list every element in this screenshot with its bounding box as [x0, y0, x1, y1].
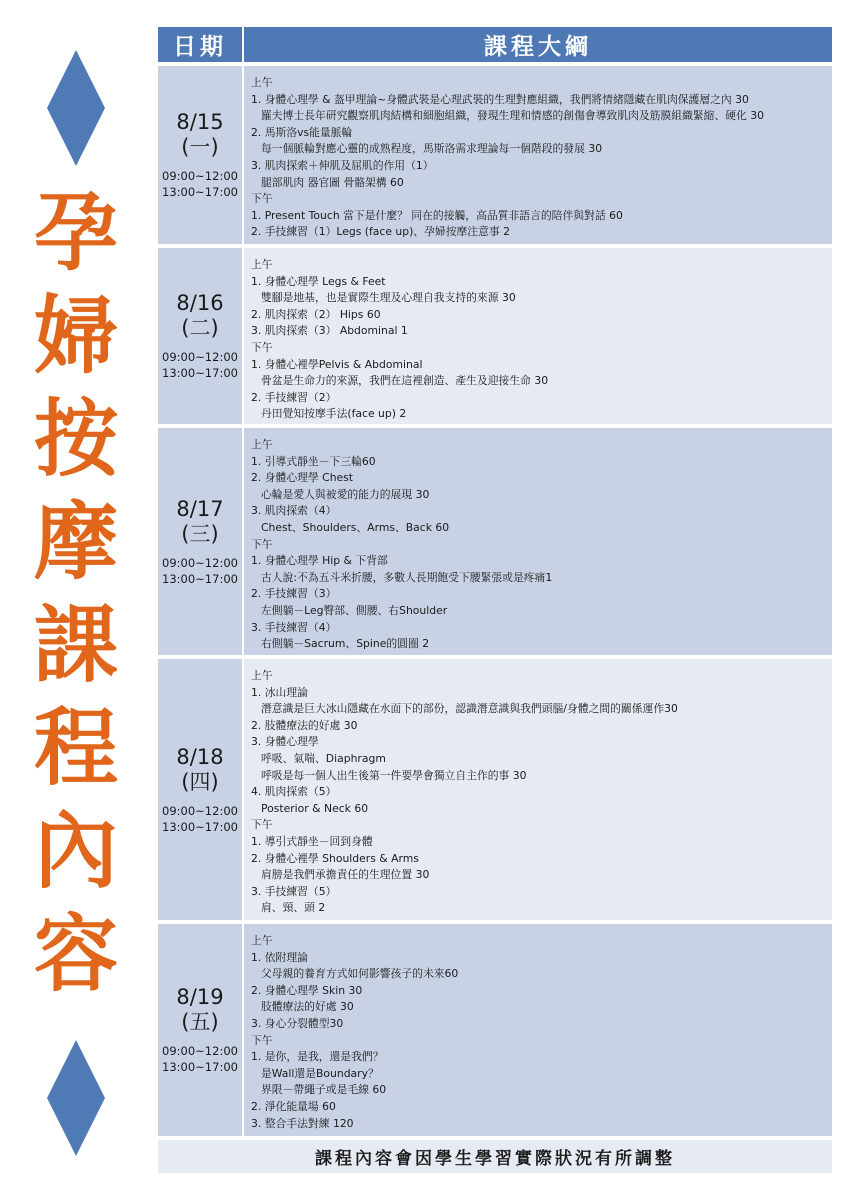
outline-line: 下午 — [251, 340, 273, 354]
time-morning: 09:00~12:00 — [162, 1044, 238, 1058]
outline-line: 下午 — [251, 537, 273, 551]
outline-line: 2. 肌肉探索（2） Hips 60 — [251, 307, 381, 321]
outline-line: 潛意識是巨大冰山隱藏在水面下的部份，認識潛意識與我們頭腦/身體之間的關係運作30 — [261, 702, 678, 716]
outline-line: 左側躺－Leg臀部、側腰、右Shoulder — [261, 603, 448, 617]
adjustment-note: 課程內容會因學生學習實際狀況有所調整 — [158, 1140, 832, 1173]
diamond-decoration-top — [47, 50, 105, 166]
date-label: 8/17 — [176, 496, 224, 521]
outline-line: 肢體療法的好處 30 — [261, 1000, 354, 1014]
schedule-row-day2 — [158, 248, 832, 424]
content-cell — [244, 66, 832, 244]
date-cell — [158, 428, 242, 655]
outline-line: 2. 淨化能量場 60 — [251, 1099, 336, 1113]
outline-line: 1. 身體心裡學Pelvis & Abdominal — [251, 357, 423, 371]
outline-line: 2. 肢體療法的好處 30 — [251, 718, 358, 732]
date-label: 8/19 — [176, 985, 224, 1009]
date-cell — [158, 66, 242, 244]
schedule-row-day1 — [158, 66, 832, 244]
date-label: 8/15 — [176, 110, 224, 134]
outline-line: 肩、頸、頭 2 — [261, 901, 326, 915]
schedule-row-day5 — [158, 924, 832, 1136]
outline-line: 呼吸、氣喘、Diaphragm — [261, 751, 386, 765]
title-char: 內 — [33, 802, 118, 900]
date-cell — [158, 924, 242, 1136]
outline-line: 3. 身心分裂體型30 — [251, 1016, 344, 1030]
outline-line: Chest、Shoulders、Arms、Back 60 — [261, 520, 450, 534]
schedule-row-day3 — [158, 428, 832, 655]
content-cell — [244, 428, 832, 655]
title-char: 程 — [33, 699, 118, 797]
outline-line: 3. 肌肉探索（4） — [251, 504, 337, 518]
outline-line: 心輪是愛人與被愛的能力的展現 30 — [261, 487, 430, 501]
outline-line: 1. 身體心理學 & 盔甲理論~身體武裝是心理武裝的生理對應組織，我們將情緒隱藏在肌肉保護層之內 30 — [251, 92, 749, 106]
date-column-header: 日期 — [158, 27, 242, 62]
time-morning: 09:00~12:00 — [162, 803, 238, 818]
outline-line: 2. 身體心理學 Skin 30 — [251, 983, 363, 997]
outline-line: 下午 — [251, 1033, 273, 1047]
outline-line: 上午 — [251, 934, 273, 947]
outline-line: 1. 身體心理學 Hip & 下背部 — [251, 554, 388, 568]
outline-line: 3. 身體心理學 — [251, 735, 319, 749]
outline-line: 1. 是你，是我，還是我們？ — [251, 1050, 384, 1064]
outline-line: 下午 — [251, 818, 273, 832]
outline-line: 1. 身體心理學 Legs & Feet — [251, 274, 386, 288]
outline-line: 2. 身體心理學 Chest — [251, 471, 354, 485]
date-label: 8/18 — [176, 744, 224, 769]
time-afternoon: 13:00~17:00 — [162, 571, 238, 586]
outline-line: Posterior & Neck 60 — [261, 801, 369, 815]
title-char: 按 — [33, 390, 118, 488]
outline-line: 右側躺－Sacrum、Spine的圓圈 2 — [261, 637, 430, 651]
outline-line: 3. 手技練習（4） — [251, 620, 337, 634]
outline-line: 2. 馬斯洛vs能量脈輪 — [251, 125, 353, 139]
weekday-label: (三) — [181, 521, 219, 546]
title-char: 婦 — [33, 287, 118, 385]
outline-line: 4. 肌肉探索（5） — [251, 785, 337, 799]
outline-line: 2. 手技練習（2） — [251, 390, 337, 404]
outline-column-header: 課程大綱 — [244, 27, 832, 62]
title-char: 孕 — [33, 184, 118, 282]
outline-line: 上午 — [251, 258, 273, 271]
time-afternoon: 13:00~17:00 — [162, 1060, 238, 1074]
content-cell — [244, 924, 832, 1136]
content-cell — [244, 248, 832, 424]
outline-line: 腿部肌肉 器官圖 骨骼架構 60 — [261, 175, 404, 189]
outline-line: 1. 依附理論 — [251, 950, 308, 964]
schedule-row-day4 — [158, 659, 832, 920]
outline-line: 2. 手技練習（1）Legs (face up)、孕婦按摩注意事 2 — [251, 225, 510, 239]
date-label: 8/16 — [176, 291, 224, 315]
outline-line: 1. 引導式靜坐－下三輪60 — [251, 454, 376, 468]
diamond-decoration-bottom — [47, 1040, 105, 1156]
outline-line: 上午 — [251, 669, 273, 682]
vertical-title — [28, 182, 124, 1006]
outline-line: 羅夫博士長年研究觀察肌肉結構和細胞組織，發現生理和情感的創傷會導致肌肉及筋膜組織緊縮、硬化 30 — [261, 109, 765, 123]
outline-line: 上午 — [251, 438, 273, 451]
date-cell — [158, 248, 242, 424]
outline-line: 上午 — [251, 76, 273, 89]
outline-line: 1. 導引式靜坐－回到身體 — [251, 834, 373, 848]
weekday-label: (五) — [181, 1010, 219, 1034]
weekday-label: (四) — [181, 769, 219, 794]
outline-line: 骨盆是生命力的來源，我們在這裡創造、產生及迎接生命 30 — [261, 374, 549, 388]
outline-line: 父母親的養育方式如何影響孩子的未來60 — [261, 967, 459, 981]
outline-line: 1. Present Touch 當下是什麼？ 同在的接觸，高品質非語言的陪伴與對話 60 — [251, 208, 623, 222]
time-afternoon: 13:00~17:00 — [162, 366, 238, 380]
weekday-label: (二) — [181, 316, 219, 340]
outline-line: 丹田覺知按摩手法(face up) 2 — [261, 407, 407, 421]
time-morning: 09:00~12:00 — [162, 555, 238, 570]
outline-line: 2. 手技練習（3） — [251, 587, 337, 601]
content-cell — [244, 659, 832, 920]
date-cell — [158, 659, 242, 920]
outline-line: 呼吸是每一個人出生後第一件要學會獨立自主作的事 30 — [261, 768, 527, 782]
outline-line: 雙腳是地基，也是實際生理及心理自我支持的來源 30 — [261, 291, 516, 305]
title-char: 摩 — [33, 493, 118, 591]
outline-line: 3. 肌肉探索＋伸肌及屈肌的作用（1） — [251, 158, 434, 172]
title-char: 容 — [33, 905, 118, 1003]
outline-line: 肩膀是我們承擔責任的生理位置 30 — [261, 868, 430, 882]
outline-line: 是Wall還是Boundary？ — [261, 1066, 379, 1080]
outline-line: 古人說:不為五斗米折腰，多數人長期飽受下腰緊張或是疼痛1 — [261, 570, 553, 584]
outline-line: 界限－帶繩子或是毛線 60 — [261, 1083, 387, 1097]
outline-line: 3. 手技練習（5） — [251, 884, 337, 898]
time-morning: 09:00~12:00 — [162, 169, 238, 183]
time-afternoon: 13:00~17:00 — [162, 185, 238, 199]
outline-line: 3. 肌肉探索（3） Abdominal 1 — [251, 324, 408, 338]
outline-line: 2. 身體心裡學 Shoulders & Arms — [251, 851, 419, 865]
outline-line: 每一個脈輪對應心靈的成熟程度，馬斯洛需求理論每一個階段的發展 30 — [261, 142, 603, 156]
weekday-label: (一) — [181, 135, 219, 159]
outline-line: 3. 整合手法對練 120 — [251, 1116, 354, 1130]
time-morning: 09:00~12:00 — [162, 350, 238, 364]
time-afternoon: 13:00~17:00 — [162, 819, 238, 834]
outline-line: 1. 冰山理論 — [251, 685, 308, 699]
title-char: 課 — [33, 596, 118, 694]
outline-line: 下午 — [251, 192, 273, 206]
